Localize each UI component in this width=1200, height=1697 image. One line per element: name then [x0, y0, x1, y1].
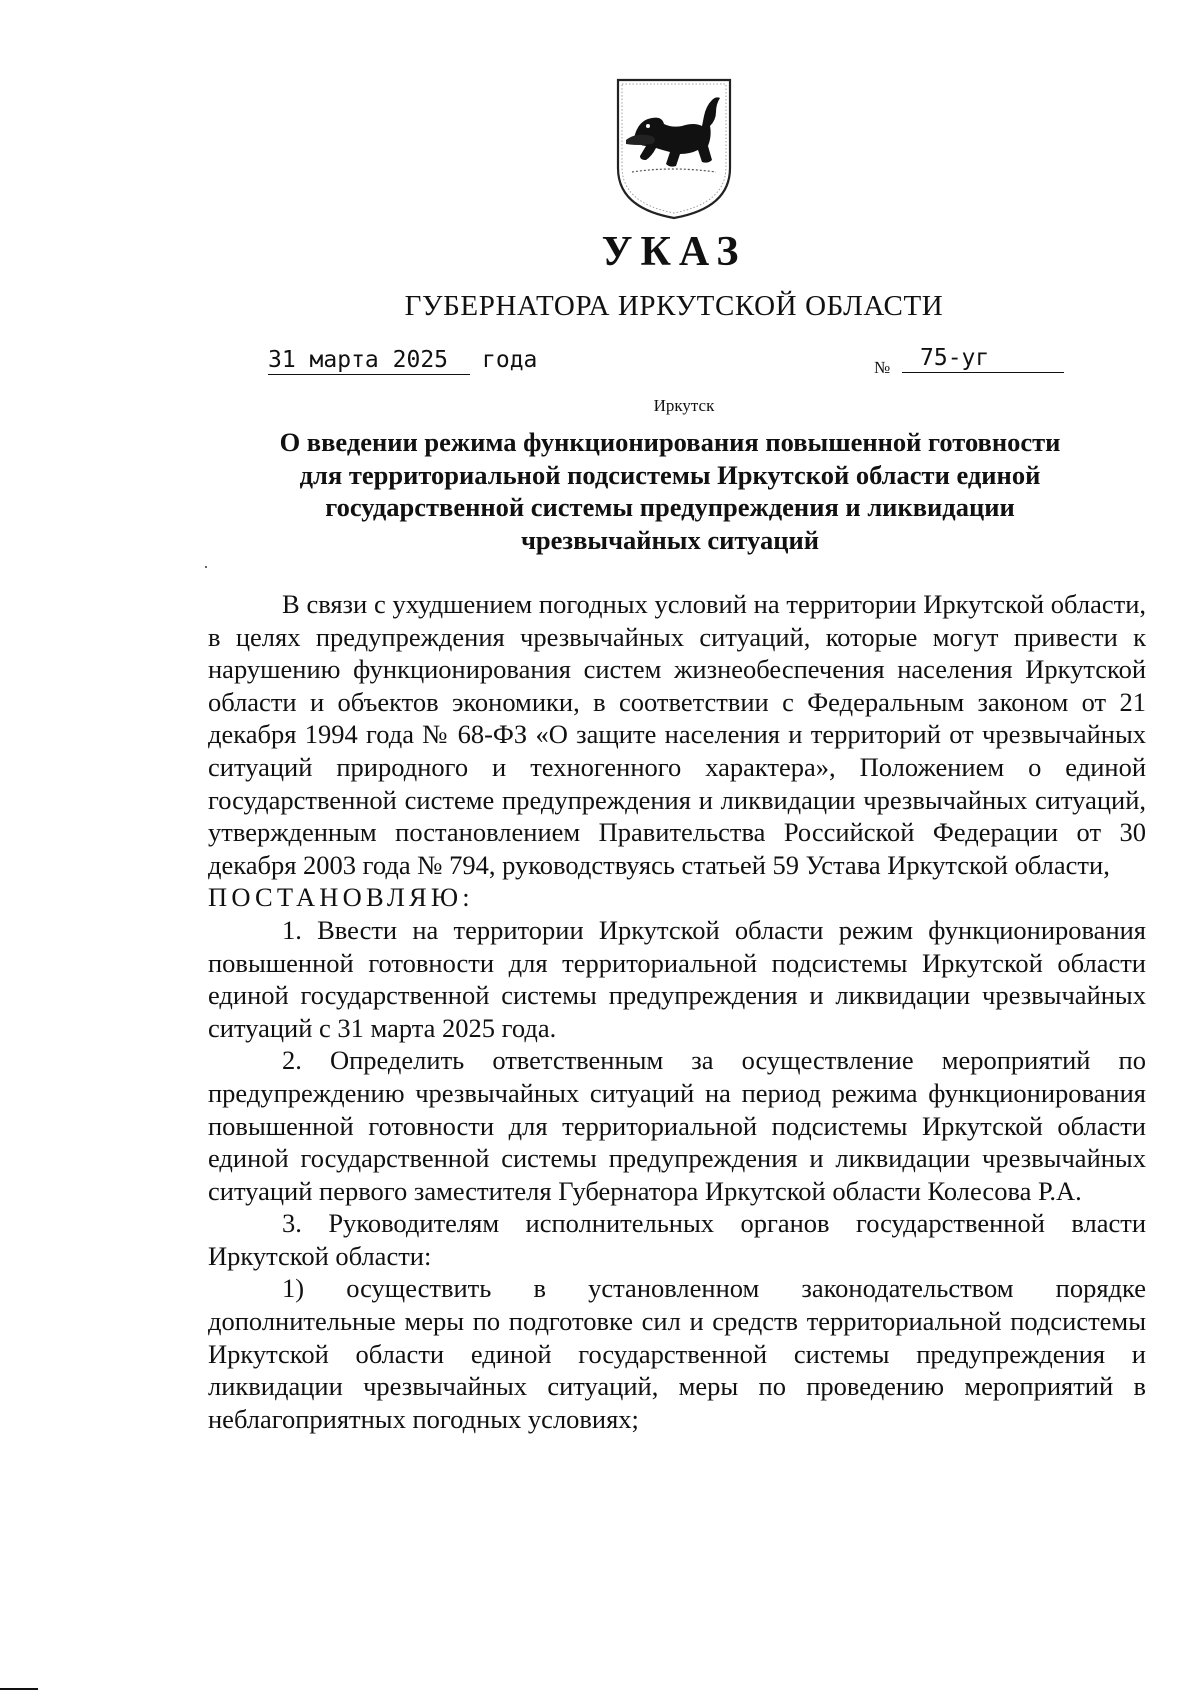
resolve-word: ПОСТАНОВЛЯЮ:	[208, 882, 474, 913]
document-body	[208, 588, 1146, 1435]
document-subtitle: ГУБЕРНАТОРА ИРКУТСКОЙ ОБЛАСТИ	[404, 290, 944, 322]
document-city: Иркутск	[653, 396, 715, 415]
preamble-paragraph: В связи с ухудшением погодных условий на территории Иркутской области, в целях предупреждения чрезвычайных ситуаций, которые могут привести к нарушению функционирования систем жизнеобеспечения населения Иркутской области и объектов экономики, в соответствии с Федеральным законом от 21 декабря 1994 года № 68-ФЗ «О защите населения и территорий от чрезвычайных ситуаций природного и техногенного характера», Положением о единой государственной системе предупреждения и ликвидации чрезвычайных ситуаций, утвержденным постановлением Правительства Российской Федерации от 30 декабря 2003 года № 794, руководствуясь статьей 59 Устава Иркутской области,	[208, 589, 1146, 880]
document-date-suffix: года	[482, 347, 538, 373]
scan-speck	[205, 566, 207, 568]
heading-line: чрезвычайных ситуаций	[520, 524, 820, 555]
document-number-label: №	[874, 358, 891, 377]
item-paragraph: 1. Ввести на территории Иркутской области режим функционирования повышенной готовности для территориальной подсистемы Иркутской области единой государственной системы предупреждения и ликвидации чрезвычайных ситуаций с 31 марта 2025 года.	[208, 914, 1146, 1043]
irkutsk-coat-of-arms-icon	[612, 76, 736, 222]
document-heading	[230, 426, 1110, 556]
item-paragraph: 3. Руководителям исполнительных органов государственной власти Иркутской области:	[208, 1208, 1146, 1271]
heading-line: для территориальной подсистемы Иркутской области единой	[299, 459, 1041, 490]
subitem-paragraph: 1) осуществить в установленном законодательством порядке дополнительные меры по подготовке сил и средств территориальной подсистемы Иркутской области единой государственной системы предупреждения и ликвидации чрезвычайных ситуаций, меры по проведению мероприятий в неблагоприятных погодных условиях;	[208, 1273, 1146, 1434]
document-date: 31 марта 2025	[268, 346, 470, 375]
item-paragraph: 2. Определить ответственным за осуществление мероприятий по предупреждению чрезвычайных ситуаций на период режима функционирования повышенной готовности для территориальной подсистемы Иркутской области единой государственной системы предупреждения и ликвидации чрезвычайных ситуаций первого заместителя Губернатора Иркутской области Колесова Р.А.	[208, 1045, 1146, 1206]
scan-corner-mark	[0, 1688, 38, 1690]
heading-line: государственной системы предупреждения и ликвидации	[325, 492, 1015, 522]
heading-line: О введении режима функционирования повышенной готовности	[279, 427, 1061, 457]
document-title: УКАЗ	[601, 229, 747, 275]
document-number: 75-уг	[902, 344, 1064, 373]
